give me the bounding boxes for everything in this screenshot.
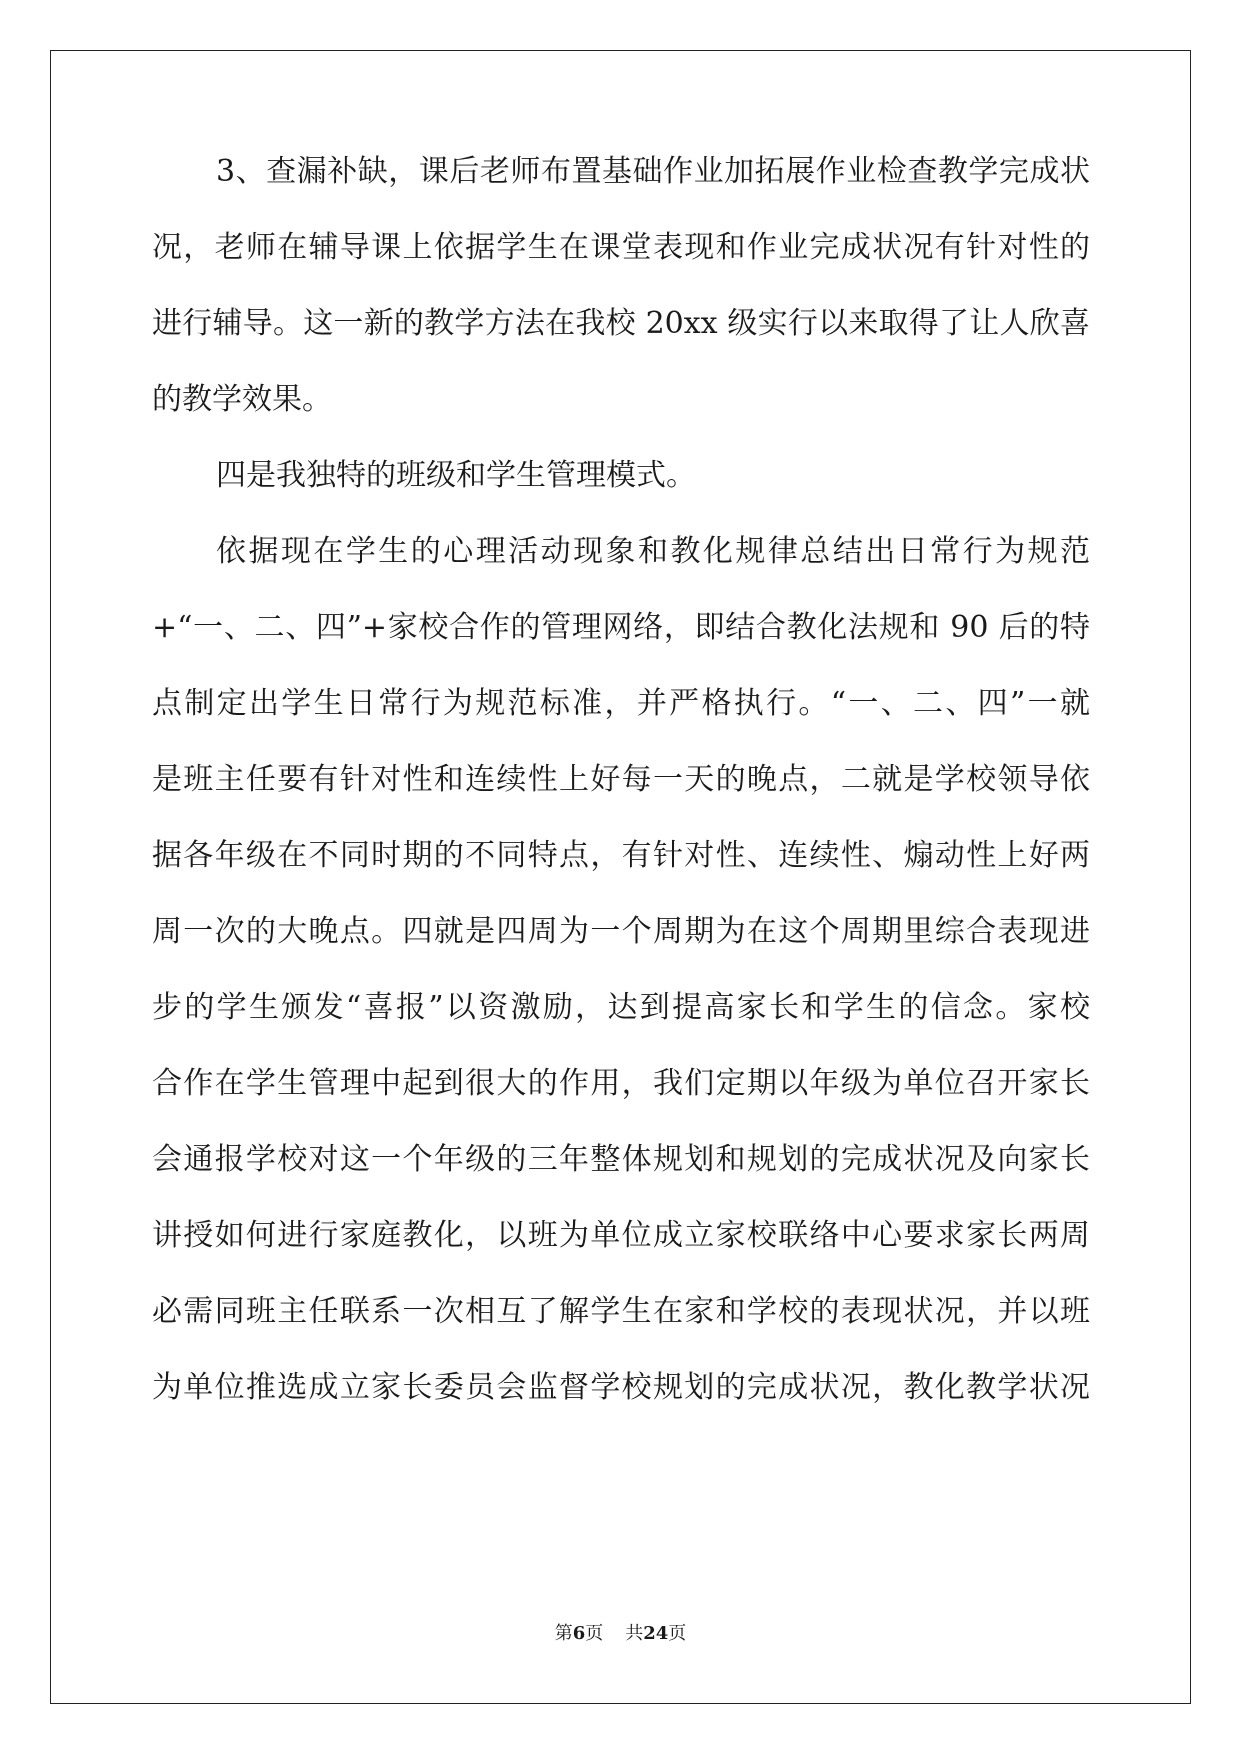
paragraph-3-line-3: 进行辅导。这一新的教学方法在我校 20xx 级实行以来取得了让人欣喜 (152, 306, 1090, 341)
footer-total-prefix: 共 (625, 1623, 644, 1644)
paragraph-4-line-5: 据各年级在不同时期的不同特点，有针对性、连续性、煽动性上好两 (152, 838, 1090, 873)
paragraph-4-line-12: 为单位推选成立家长委员会监督学校规划的完成状况，教化教学状况 (152, 1370, 1090, 1405)
paragraph-4-line-11: 必需同班主任联系一次相互了解学生在家和学校的表现状况，并以班 (152, 1294, 1090, 1329)
paragraph-4-line-4: 是班主任要有针对性和连续性上好每一天的晚点，二就是学校领导依 (152, 762, 1090, 797)
paragraph-3-line-1: 3、查漏补缺，课后老师布置基础作业加拓展作业检查教学完成状 (216, 154, 1090, 189)
paragraph-3-line-4: 的教学效果。 (152, 382, 332, 417)
paragraph-4-line-1: 依据现在学生的心理活动现象和教化规律总结出日常行为规范 (216, 534, 1090, 569)
section-heading-4: 四是我独特的班级和学生管理模式。 (216, 458, 696, 493)
paragraph-4-line-10: 讲授如何进行家庭教化，以班为单位成立家校联络中心要求家长两周 (152, 1218, 1090, 1253)
paragraph-4-line-7: 步的学生颁发“喜报”以资激励，达到提高家长和学生的信念。家校 (152, 990, 1090, 1025)
paragraph-4-line-3: 点制定出学生日常行为规范标准，并严格执行。“一、二、四”一就 (152, 686, 1090, 721)
footer-page-number: 6 (572, 1623, 586, 1644)
page-border (50, 50, 1191, 1704)
paragraph-4-line-6: 周一次的大晚点。四就是四周为一个周期为在这个周期里综合表现进 (152, 914, 1090, 949)
paragraph-3-line-2: 况，老师在辅导课上依据学生在课堂表现和作业完成状况有针对性的 (152, 230, 1090, 265)
footer-total-suffix: 页 (668, 1623, 687, 1644)
footer-total-number: 24 (643, 1623, 669, 1644)
page-footer (0, 1622, 1241, 1646)
footer-page-prefix: 第 (554, 1623, 573, 1644)
paragraph-4-line-8: 合作在学生管理中起到很大的作用，我们定期以年级为单位召开家长 (152, 1066, 1090, 1101)
paragraph-4-line-9: 会通报学校对这一个年级的三年整体规划和规划的完成状况及向家长 (152, 1142, 1090, 1177)
footer-page-suffix: 页 (585, 1623, 604, 1644)
paragraph-4-line-2: +“一、二、四”+家校合作的管理网络，即结合教化法规和 90 后的特 (152, 610, 1090, 645)
